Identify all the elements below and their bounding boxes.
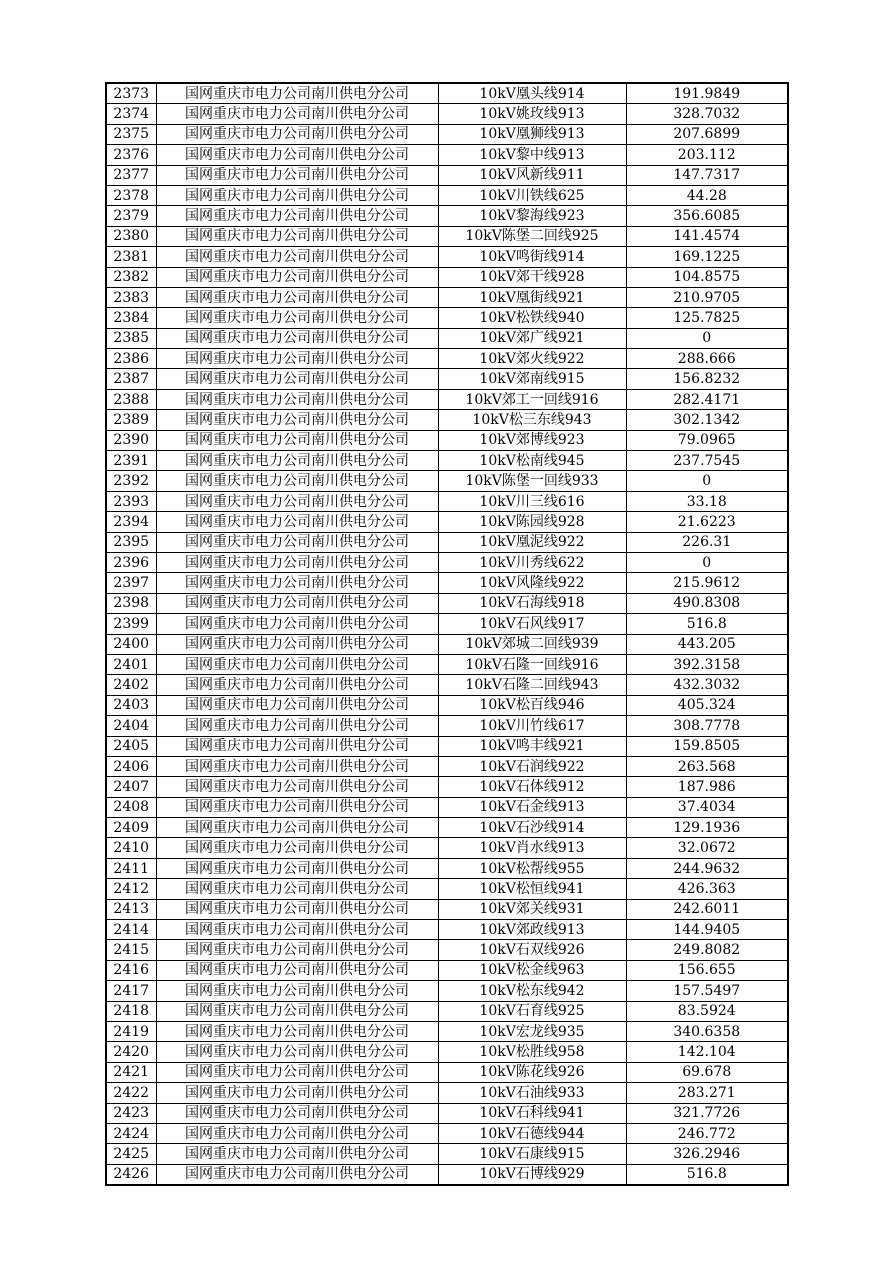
table-row bbox=[106, 695, 788, 715]
company-name-cell: 国网重庆市电力公司南川供电分公司 bbox=[156, 797, 438, 817]
line-name-cell: 10kV郊南线915 bbox=[438, 369, 626, 389]
company-name-cell: 国网重庆市电力公司南川供电分公司 bbox=[156, 532, 438, 552]
table-row bbox=[106, 267, 788, 287]
table-row bbox=[106, 491, 788, 511]
row-number-cell: 2422 bbox=[106, 1083, 156, 1103]
table-row bbox=[106, 308, 788, 328]
line-name-cell: 10kV石海线918 bbox=[438, 593, 626, 613]
company-name-cell: 国网重庆市电力公司南川供电分公司 bbox=[156, 349, 438, 369]
line-value-cell: 141.4574 bbox=[626, 226, 788, 246]
line-name-cell: 10kV郊关线931 bbox=[438, 899, 626, 919]
line-name-cell: 10kV石隆一回线916 bbox=[438, 654, 626, 674]
row-number-cell: 2404 bbox=[106, 716, 156, 736]
line-value-cell: 142.104 bbox=[626, 1042, 788, 1062]
company-name-cell: 国网重庆市电力公司南川供电分公司 bbox=[156, 247, 438, 267]
line-name-cell: 10kV鸣街线914 bbox=[438, 247, 626, 267]
company-name-cell: 国网重庆市电力公司南川供电分公司 bbox=[156, 1062, 438, 1082]
company-name-cell: 国网重庆市电力公司南川供电分公司 bbox=[156, 838, 438, 858]
table-row bbox=[106, 1103, 788, 1123]
line-value-cell: 0 bbox=[626, 471, 788, 491]
line-value-cell: 340.6358 bbox=[626, 1021, 788, 1041]
table-row bbox=[106, 879, 788, 899]
table-row bbox=[106, 206, 788, 226]
table-row bbox=[106, 165, 788, 185]
row-number-cell: 2388 bbox=[106, 389, 156, 409]
line-name-cell: 10kV松胜线958 bbox=[438, 1042, 626, 1062]
table-row bbox=[106, 1001, 788, 1021]
line-value-cell: 328.7032 bbox=[626, 104, 788, 124]
line-value-cell: 207.6899 bbox=[626, 124, 788, 144]
company-name-cell: 国网重庆市电力公司南川供电分公司 bbox=[156, 1001, 438, 1021]
row-number-cell: 2385 bbox=[106, 328, 156, 348]
line-value-cell: 356.6085 bbox=[626, 206, 788, 226]
table-row bbox=[106, 512, 788, 532]
table-row bbox=[106, 960, 788, 980]
row-number-cell: 2397 bbox=[106, 573, 156, 593]
table-row bbox=[106, 532, 788, 552]
line-name-cell: 10kV石隆二回线943 bbox=[438, 675, 626, 695]
line-name-cell: 10kV陈堡一回线933 bbox=[438, 471, 626, 491]
line-value-cell: 0 bbox=[626, 552, 788, 572]
line-value-cell: 147.7317 bbox=[626, 165, 788, 185]
row-number-cell: 2406 bbox=[106, 756, 156, 776]
row-number-cell: 2417 bbox=[106, 981, 156, 1001]
line-value-cell: 37.4034 bbox=[626, 797, 788, 817]
row-number-cell: 2383 bbox=[106, 287, 156, 307]
line-name-cell: 10kV风隆线922 bbox=[438, 573, 626, 593]
line-value-cell: 21.6223 bbox=[626, 512, 788, 532]
table-row bbox=[106, 1164, 788, 1185]
company-name-cell: 国网重庆市电力公司南川供电分公司 bbox=[156, 695, 438, 715]
company-name-cell: 国网重庆市电力公司南川供电分公司 bbox=[156, 226, 438, 246]
line-value-cell: 244.9632 bbox=[626, 858, 788, 878]
table-row bbox=[106, 552, 788, 572]
line-value-cell: 405.324 bbox=[626, 695, 788, 715]
line-value-cell: 210.9705 bbox=[626, 287, 788, 307]
table-row bbox=[106, 287, 788, 307]
line-value-cell: 156.8232 bbox=[626, 369, 788, 389]
row-number-cell: 2392 bbox=[106, 471, 156, 491]
line-value-cell: 326.2946 bbox=[626, 1144, 788, 1164]
line-name-cell: 10kV石润线922 bbox=[438, 756, 626, 776]
company-name-cell: 国网重庆市电力公司南川供电分公司 bbox=[156, 1144, 438, 1164]
row-number-cell: 2426 bbox=[106, 1164, 156, 1185]
line-name-cell: 10kV石体线912 bbox=[438, 777, 626, 797]
company-name-cell: 国网重庆市电力公司南川供电分公司 bbox=[156, 165, 438, 185]
company-name-cell: 国网重庆市电力公司南川供电分公司 bbox=[156, 552, 438, 572]
line-value-cell: 426.363 bbox=[626, 879, 788, 899]
row-number-cell: 2424 bbox=[106, 1123, 156, 1143]
company-name-cell: 国网重庆市电力公司南川供电分公司 bbox=[156, 736, 438, 756]
company-name-cell: 国网重庆市电力公司南川供电分公司 bbox=[156, 389, 438, 409]
line-value-cell: 187.986 bbox=[626, 777, 788, 797]
line-name-cell: 10kV陈花线926 bbox=[438, 1062, 626, 1082]
line-value-cell: 288.666 bbox=[626, 349, 788, 369]
line-value-cell: 44.28 bbox=[626, 185, 788, 205]
line-name-cell: 10kV松东线942 bbox=[438, 981, 626, 1001]
table-row bbox=[106, 981, 788, 1001]
company-name-cell: 国网重庆市电力公司南川供电分公司 bbox=[156, 614, 438, 634]
row-number-cell: 2402 bbox=[106, 675, 156, 695]
company-name-cell: 国网重庆市电力公司南川供电分公司 bbox=[156, 1021, 438, 1041]
power-line-table bbox=[105, 82, 789, 1186]
table-row bbox=[106, 226, 788, 246]
table-row bbox=[106, 1123, 788, 1143]
row-number-cell: 2410 bbox=[106, 838, 156, 858]
table-row bbox=[106, 1021, 788, 1041]
row-number-cell: 2391 bbox=[106, 451, 156, 471]
row-number-cell: 2409 bbox=[106, 818, 156, 838]
company-name-cell: 国网重庆市电力公司南川供电分公司 bbox=[156, 328, 438, 348]
line-name-cell: 10kV川三线616 bbox=[438, 491, 626, 511]
row-number-cell: 2400 bbox=[106, 634, 156, 654]
line-name-cell: 10kV川铁线625 bbox=[438, 185, 626, 205]
table-row bbox=[106, 83, 788, 104]
row-number-cell: 2416 bbox=[106, 960, 156, 980]
line-value-cell: 69.678 bbox=[626, 1062, 788, 1082]
row-number-cell: 2384 bbox=[106, 308, 156, 328]
line-value-cell: 263.568 bbox=[626, 756, 788, 776]
line-value-cell: 282.4171 bbox=[626, 389, 788, 409]
company-name-cell: 国网重庆市电力公司南川供电分公司 bbox=[156, 899, 438, 919]
line-name-cell: 10kV石科线941 bbox=[438, 1103, 626, 1123]
company-name-cell: 国网重庆市电力公司南川供电分公司 bbox=[156, 960, 438, 980]
line-name-cell: 10kV陈园线928 bbox=[438, 512, 626, 532]
table-row bbox=[106, 614, 788, 634]
table-row bbox=[106, 451, 788, 471]
row-number-cell: 2386 bbox=[106, 349, 156, 369]
company-name-cell: 国网重庆市电力公司南川供电分公司 bbox=[156, 858, 438, 878]
line-name-cell: 10kV凰狮线913 bbox=[438, 124, 626, 144]
row-number-cell: 2403 bbox=[106, 695, 156, 715]
line-name-cell: 10kV松恒线941 bbox=[438, 879, 626, 899]
row-number-cell: 2399 bbox=[106, 614, 156, 634]
table-row bbox=[106, 654, 788, 674]
company-name-cell: 国网重庆市电力公司南川供电分公司 bbox=[156, 716, 438, 736]
line-value-cell: 215.9612 bbox=[626, 573, 788, 593]
company-name-cell: 国网重庆市电力公司南川供电分公司 bbox=[156, 287, 438, 307]
company-name-cell: 国网重庆市电力公司南川供电分公司 bbox=[156, 777, 438, 797]
line-value-cell: 249.8082 bbox=[626, 940, 788, 960]
row-number-cell: 2390 bbox=[106, 430, 156, 450]
row-number-cell: 2421 bbox=[106, 1062, 156, 1082]
table-row bbox=[106, 124, 788, 144]
company-name-cell: 国网重庆市电力公司南川供电分公司 bbox=[156, 879, 438, 899]
line-name-cell: 10kV石油线933 bbox=[438, 1083, 626, 1103]
table-row bbox=[106, 1144, 788, 1164]
row-number-cell: 2420 bbox=[106, 1042, 156, 1062]
company-name-cell: 国网重庆市电力公司南川供电分公司 bbox=[156, 410, 438, 430]
row-number-cell: 2419 bbox=[106, 1021, 156, 1041]
line-value-cell: 32.0672 bbox=[626, 838, 788, 858]
table-row bbox=[106, 858, 788, 878]
table-row bbox=[106, 471, 788, 491]
company-name-cell: 国网重庆市电力公司南川供电分公司 bbox=[156, 471, 438, 491]
line-name-cell: 10kV松三东线943 bbox=[438, 410, 626, 430]
line-name-cell: 10kV石沙线914 bbox=[438, 818, 626, 838]
table-row bbox=[106, 797, 788, 817]
line-value-cell: 129.1936 bbox=[626, 818, 788, 838]
line-name-cell: 10kV郊工一回线916 bbox=[438, 389, 626, 409]
company-name-cell: 国网重庆市电力公司南川供电分公司 bbox=[156, 818, 438, 838]
row-number-cell: 2414 bbox=[106, 920, 156, 940]
line-name-cell: 10kV宏龙线935 bbox=[438, 1021, 626, 1041]
table-row bbox=[106, 1083, 788, 1103]
company-name-cell: 国网重庆市电力公司南川供电分公司 bbox=[156, 451, 438, 471]
row-number-cell: 2423 bbox=[106, 1103, 156, 1123]
line-name-cell: 10kV黎海线923 bbox=[438, 206, 626, 226]
line-name-cell: 10kV凰头线914 bbox=[438, 83, 626, 104]
company-name-cell: 国网重庆市电力公司南川供电分公司 bbox=[156, 369, 438, 389]
line-value-cell: 237.7545 bbox=[626, 451, 788, 471]
line-value-cell: 169.1225 bbox=[626, 247, 788, 267]
company-name-cell: 国网重庆市电力公司南川供电分公司 bbox=[156, 185, 438, 205]
line-value-cell: 144.9405 bbox=[626, 920, 788, 940]
line-name-cell: 10kV石风线917 bbox=[438, 614, 626, 634]
table-row bbox=[106, 185, 788, 205]
table-row bbox=[106, 777, 788, 797]
company-name-cell: 国网重庆市电力公司南川供电分公司 bbox=[156, 1103, 438, 1123]
table-row bbox=[106, 838, 788, 858]
row-number-cell: 2396 bbox=[106, 552, 156, 572]
table-body bbox=[106, 83, 788, 1185]
line-name-cell: 10kV郊政线913 bbox=[438, 920, 626, 940]
table-row bbox=[106, 328, 788, 348]
line-value-cell: 308.7778 bbox=[626, 716, 788, 736]
table-row bbox=[106, 573, 788, 593]
table-row bbox=[106, 389, 788, 409]
table-row bbox=[106, 899, 788, 919]
company-name-cell: 国网重庆市电力公司南川供电分公司 bbox=[156, 83, 438, 104]
line-value-cell: 83.5924 bbox=[626, 1001, 788, 1021]
line-value-cell: 321.7726 bbox=[626, 1103, 788, 1123]
company-name-cell: 国网重庆市电力公司南川供电分公司 bbox=[156, 1123, 438, 1143]
company-name-cell: 国网重庆市电力公司南川供电分公司 bbox=[156, 1164, 438, 1185]
row-number-cell: 2413 bbox=[106, 899, 156, 919]
line-name-cell: 10kV石博线929 bbox=[438, 1164, 626, 1185]
company-name-cell: 国网重庆市电力公司南川供电分公司 bbox=[156, 675, 438, 695]
line-name-cell: 10kV郊城二回线939 bbox=[438, 634, 626, 654]
line-value-cell: 159.8505 bbox=[626, 736, 788, 756]
line-name-cell: 10kV松南线945 bbox=[438, 451, 626, 471]
row-number-cell: 2375 bbox=[106, 124, 156, 144]
row-number-cell: 2425 bbox=[106, 1144, 156, 1164]
line-name-cell: 10kV风新线911 bbox=[438, 165, 626, 185]
line-name-cell: 10kV姚玫线913 bbox=[438, 104, 626, 124]
line-value-cell: 226.31 bbox=[626, 532, 788, 552]
line-value-cell: 246.772 bbox=[626, 1123, 788, 1143]
row-number-cell: 2374 bbox=[106, 104, 156, 124]
line-value-cell: 156.655 bbox=[626, 960, 788, 980]
row-number-cell: 2398 bbox=[106, 593, 156, 613]
table-row bbox=[106, 736, 788, 756]
company-name-cell: 国网重庆市电力公司南川供电分公司 bbox=[156, 430, 438, 450]
table-row bbox=[106, 145, 788, 165]
row-number-cell: 2393 bbox=[106, 491, 156, 511]
table-row bbox=[106, 716, 788, 736]
line-value-cell: 0 bbox=[626, 328, 788, 348]
row-number-cell: 2380 bbox=[106, 226, 156, 246]
row-number-cell: 2389 bbox=[106, 410, 156, 430]
line-name-cell: 10kV鸣丰线921 bbox=[438, 736, 626, 756]
line-value-cell: 33.18 bbox=[626, 491, 788, 511]
table-row bbox=[106, 410, 788, 430]
line-name-cell: 10kV川秀线622 bbox=[438, 552, 626, 572]
row-number-cell: 2387 bbox=[106, 369, 156, 389]
company-name-cell: 国网重庆市电力公司南川供电分公司 bbox=[156, 634, 438, 654]
line-value-cell: 432.3032 bbox=[626, 675, 788, 695]
company-name-cell: 国网重庆市电力公司南川供电分公司 bbox=[156, 491, 438, 511]
company-name-cell: 国网重庆市电力公司南川供电分公司 bbox=[156, 1042, 438, 1062]
line-value-cell: 516.8 bbox=[626, 1164, 788, 1185]
line-value-cell: 443.205 bbox=[626, 634, 788, 654]
table-row bbox=[106, 247, 788, 267]
table-row bbox=[106, 369, 788, 389]
line-name-cell: 10kV松帮线955 bbox=[438, 858, 626, 878]
row-number-cell: 2415 bbox=[106, 940, 156, 960]
line-value-cell: 104.8575 bbox=[626, 267, 788, 287]
line-value-cell: 283.271 bbox=[626, 1083, 788, 1103]
table-row bbox=[106, 920, 788, 940]
line-name-cell: 10kV凰街线921 bbox=[438, 287, 626, 307]
row-number-cell: 2407 bbox=[106, 777, 156, 797]
company-name-cell: 国网重庆市电力公司南川供电分公司 bbox=[156, 756, 438, 776]
line-name-cell: 10kV松百线946 bbox=[438, 695, 626, 715]
line-value-cell: 242.6011 bbox=[626, 899, 788, 919]
table-row bbox=[106, 104, 788, 124]
company-name-cell: 国网重庆市电力公司南川供电分公司 bbox=[156, 124, 438, 144]
table-row bbox=[106, 818, 788, 838]
table-row bbox=[106, 634, 788, 654]
company-name-cell: 国网重庆市电力公司南川供电分公司 bbox=[156, 512, 438, 532]
row-number-cell: 2405 bbox=[106, 736, 156, 756]
line-name-cell: 10kV松铁线940 bbox=[438, 308, 626, 328]
row-number-cell: 2394 bbox=[106, 512, 156, 532]
line-value-cell: 516.8 bbox=[626, 614, 788, 634]
row-number-cell: 2377 bbox=[106, 165, 156, 185]
company-name-cell: 国网重庆市电力公司南川供电分公司 bbox=[156, 940, 438, 960]
company-name-cell: 国网重庆市电力公司南川供电分公司 bbox=[156, 308, 438, 328]
line-value-cell: 191.9849 bbox=[626, 83, 788, 104]
company-name-cell: 国网重庆市电力公司南川供电分公司 bbox=[156, 206, 438, 226]
row-number-cell: 2379 bbox=[106, 206, 156, 226]
line-name-cell: 10kV郊广线921 bbox=[438, 328, 626, 348]
line-value-cell: 157.5497 bbox=[626, 981, 788, 1001]
row-number-cell: 2408 bbox=[106, 797, 156, 817]
line-name-cell: 10kV石双线926 bbox=[438, 940, 626, 960]
line-value-cell: 125.7825 bbox=[626, 308, 788, 328]
row-number-cell: 2412 bbox=[106, 879, 156, 899]
company-name-cell: 国网重庆市电力公司南川供电分公司 bbox=[156, 981, 438, 1001]
line-value-cell: 203.112 bbox=[626, 145, 788, 165]
table-row bbox=[106, 675, 788, 695]
company-name-cell: 国网重庆市电力公司南川供电分公司 bbox=[156, 573, 438, 593]
company-name-cell: 国网重庆市电力公司南川供电分公司 bbox=[156, 654, 438, 674]
table-row bbox=[106, 1042, 788, 1062]
line-name-cell: 10kV黎中线913 bbox=[438, 145, 626, 165]
table-row bbox=[106, 1062, 788, 1082]
company-name-cell: 国网重庆市电力公司南川供电分公司 bbox=[156, 1083, 438, 1103]
row-number-cell: 2373 bbox=[106, 83, 156, 104]
line-name-cell: 10kV石育线925 bbox=[438, 1001, 626, 1021]
row-number-cell: 2382 bbox=[106, 267, 156, 287]
row-number-cell: 2411 bbox=[106, 858, 156, 878]
line-name-cell: 10kV郊博线923 bbox=[438, 430, 626, 450]
company-name-cell: 国网重庆市电力公司南川供电分公司 bbox=[156, 104, 438, 124]
line-name-cell: 10kV松金线963 bbox=[438, 960, 626, 980]
line-name-cell: 10kV石金线913 bbox=[438, 797, 626, 817]
company-name-cell: 国网重庆市电力公司南川供电分公司 bbox=[156, 920, 438, 940]
line-name-cell: 10kV郊火线922 bbox=[438, 349, 626, 369]
table-row bbox=[106, 349, 788, 369]
table-row bbox=[106, 593, 788, 613]
row-number-cell: 2401 bbox=[106, 654, 156, 674]
company-name-cell: 国网重庆市电力公司南川供电分公司 bbox=[156, 145, 438, 165]
company-name-cell: 国网重庆市电力公司南川供电分公司 bbox=[156, 267, 438, 287]
row-number-cell: 2418 bbox=[106, 1001, 156, 1021]
company-name-cell: 国网重庆市电力公司南川供电分公司 bbox=[156, 593, 438, 613]
table-row bbox=[106, 940, 788, 960]
table-row bbox=[106, 756, 788, 776]
row-number-cell: 2376 bbox=[106, 145, 156, 165]
line-name-cell: 10kV凰泥线922 bbox=[438, 532, 626, 552]
line-value-cell: 302.1342 bbox=[626, 410, 788, 430]
line-value-cell: 79.0965 bbox=[626, 430, 788, 450]
row-number-cell: 2378 bbox=[106, 185, 156, 205]
line-name-cell: 10kV郊干线928 bbox=[438, 267, 626, 287]
line-name-cell: 10kV肖水线913 bbox=[438, 838, 626, 858]
line-name-cell: 10kV川竹线617 bbox=[438, 716, 626, 736]
table-row bbox=[106, 430, 788, 450]
line-value-cell: 490.8308 bbox=[626, 593, 788, 613]
line-value-cell: 392.3158 bbox=[626, 654, 788, 674]
row-number-cell: 2381 bbox=[106, 247, 156, 267]
line-name-cell: 10kV石德线944 bbox=[438, 1123, 626, 1143]
line-name-cell: 10kV陈堡二回线925 bbox=[438, 226, 626, 246]
row-number-cell: 2395 bbox=[106, 532, 156, 552]
line-name-cell: 10kV石康线915 bbox=[438, 1144, 626, 1164]
